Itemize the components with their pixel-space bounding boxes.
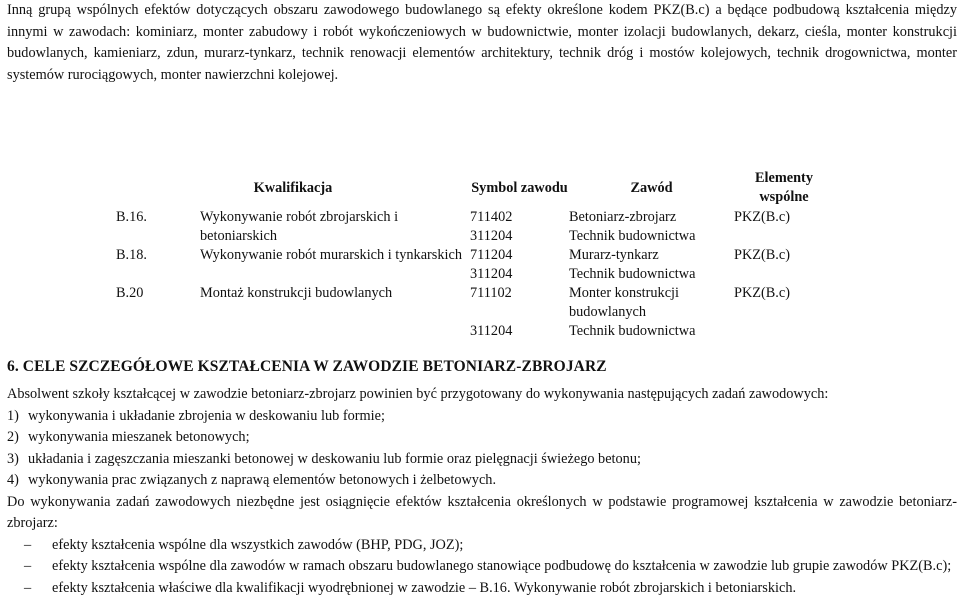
- list-item: 4) wykonywania prac związanych z naprawą elementów betonowych i żelbetowych.: [7, 472, 497, 488]
- symbol-cell: 311204: [470, 228, 513, 244]
- table-row: [116, 208, 834, 227]
- profession-cell: Technik budownictwa: [569, 266, 696, 282]
- section-title: 6. CELE SZCZEGÓŁOWE KSZTAŁCENIA W ZAWODZIE BETONIARZ-ZBROJARZ: [7, 358, 607, 375]
- intro-paragraph: Inną grupą wspólnych efektów dotyczących obszaru zawodowego budowlanego są efekty określone kodem PKZ(B.c) a będące podbudową kształcenia między innymi w zawodach: kominiarz, monter zabudowy i robót wykończeniowych w budownictwie, monter izolacji budowlanych, dekarz, cieśla, monter konstrukcji budowlanych, kamieniarz, zdun, murarz-tynkarz, technik renowacji elementów architektury, technik dróg i mostów kolejowych, technik drogownictwa, monter systemów rurociągowych, monter nawierzchni kolejowej.: [7, 2, 957, 83]
- header-symbol: Symbol zawodu: [471, 179, 568, 196]
- table-row: [116, 284, 834, 322]
- section-intro: Absolwent szkoły kształcącej w zawodzie betoniarz-zbrojarz powinien być przygotowany do wykonywania następujących zadań zawodowych:: [7, 386, 829, 402]
- qualification-name: Montaż konstrukcji budowlanych: [200, 285, 393, 301]
- section-body: [7, 384, 957, 599]
- list-item: – efekty kształcenia wspólne dla zawodów w ramach obszaru budowlanego stanowiące podbudowę do kształcenia w zawodzie lub grupie zawodów PKZ(B.c);: [7, 556, 957, 578]
- effects-list: [7, 535, 957, 600]
- list-item: 1) wykonywania i układanie zbrojenia w deskowaniu lub formie;: [7, 407, 385, 424]
- list-item: 3) układania i zagęszczania mieszanki betonowej w deskowaniu lub formie oraz pielęgnacji świeżego betonu;: [7, 450, 641, 467]
- qualifications-table: [116, 168, 834, 341]
- dash-bullet: –: [24, 579, 32, 596]
- dash-bullet: –: [24, 558, 32, 574]
- list-item: – efekty kształcenia właściwe dla kwalifikacji wyodrębnionej w zawodzie – B.16. Wykonywanie robót zbrojarskich i betoniarskich.: [7, 578, 957, 600]
- common-elements-cell: PKZ(B.c): [734, 247, 790, 263]
- header-elementy: Elementy wspólne: [755, 170, 813, 205]
- qualification-name: Wykonywanie robót murarskich i tynkarskich: [200, 247, 462, 263]
- tasks-list: [7, 406, 957, 492]
- list-item: 2) wykonywania mieszanek betonowych;: [7, 429, 250, 445]
- profession-cell: Murarz-tynkarz: [569, 247, 659, 263]
- symbol-cell: 311204: [470, 323, 513, 339]
- list-item: – efekty kształcenia wspólne dla wszystkich zawodów (BHP, PDG, JOZ);: [7, 535, 957, 557]
- requirements-paragraph: Do wykonywania zadań zawodowych niezbędne jest osiągnięcie efektów kształcenia określonych w podstawie programowej kształcenia w zawodzie betoniarz-zbrojarz:: [7, 493, 957, 531]
- qualification-name: Wykonywanie robót zbrojarskich i betoniarskich: [200, 209, 399, 244]
- common-elements-cell: PKZ(B.c): [734, 209, 790, 225]
- profession-cell: Technik budownictwa: [569, 323, 696, 339]
- header-kwalifikacja: Kwalifikacja: [253, 179, 333, 196]
- symbol-cell: 711204: [470, 247, 513, 263]
- header-zawod: Zawód: [630, 179, 673, 196]
- qualification-code: B.20: [116, 285, 144, 301]
- profession-cell: Technik budownictwa: [569, 228, 696, 244]
- symbol-cell: 311204: [470, 266, 513, 282]
- profession-cell: Monter konstrukcji budowlanych: [569, 285, 679, 320]
- table-row: [116, 246, 834, 265]
- qualification-code: B.18.: [116, 247, 147, 263]
- symbol-cell: 711102: [470, 285, 512, 301]
- profession-cell: Betoniarz-zbrojarz: [569, 209, 677, 225]
- common-elements-cell: PKZ(B.c): [734, 285, 790, 301]
- table-header-row: [116, 168, 834, 208]
- qualification-code: B.16.: [116, 209, 147, 225]
- symbol-cell: 711402: [470, 209, 513, 225]
- dash-bullet: –: [24, 536, 32, 553]
